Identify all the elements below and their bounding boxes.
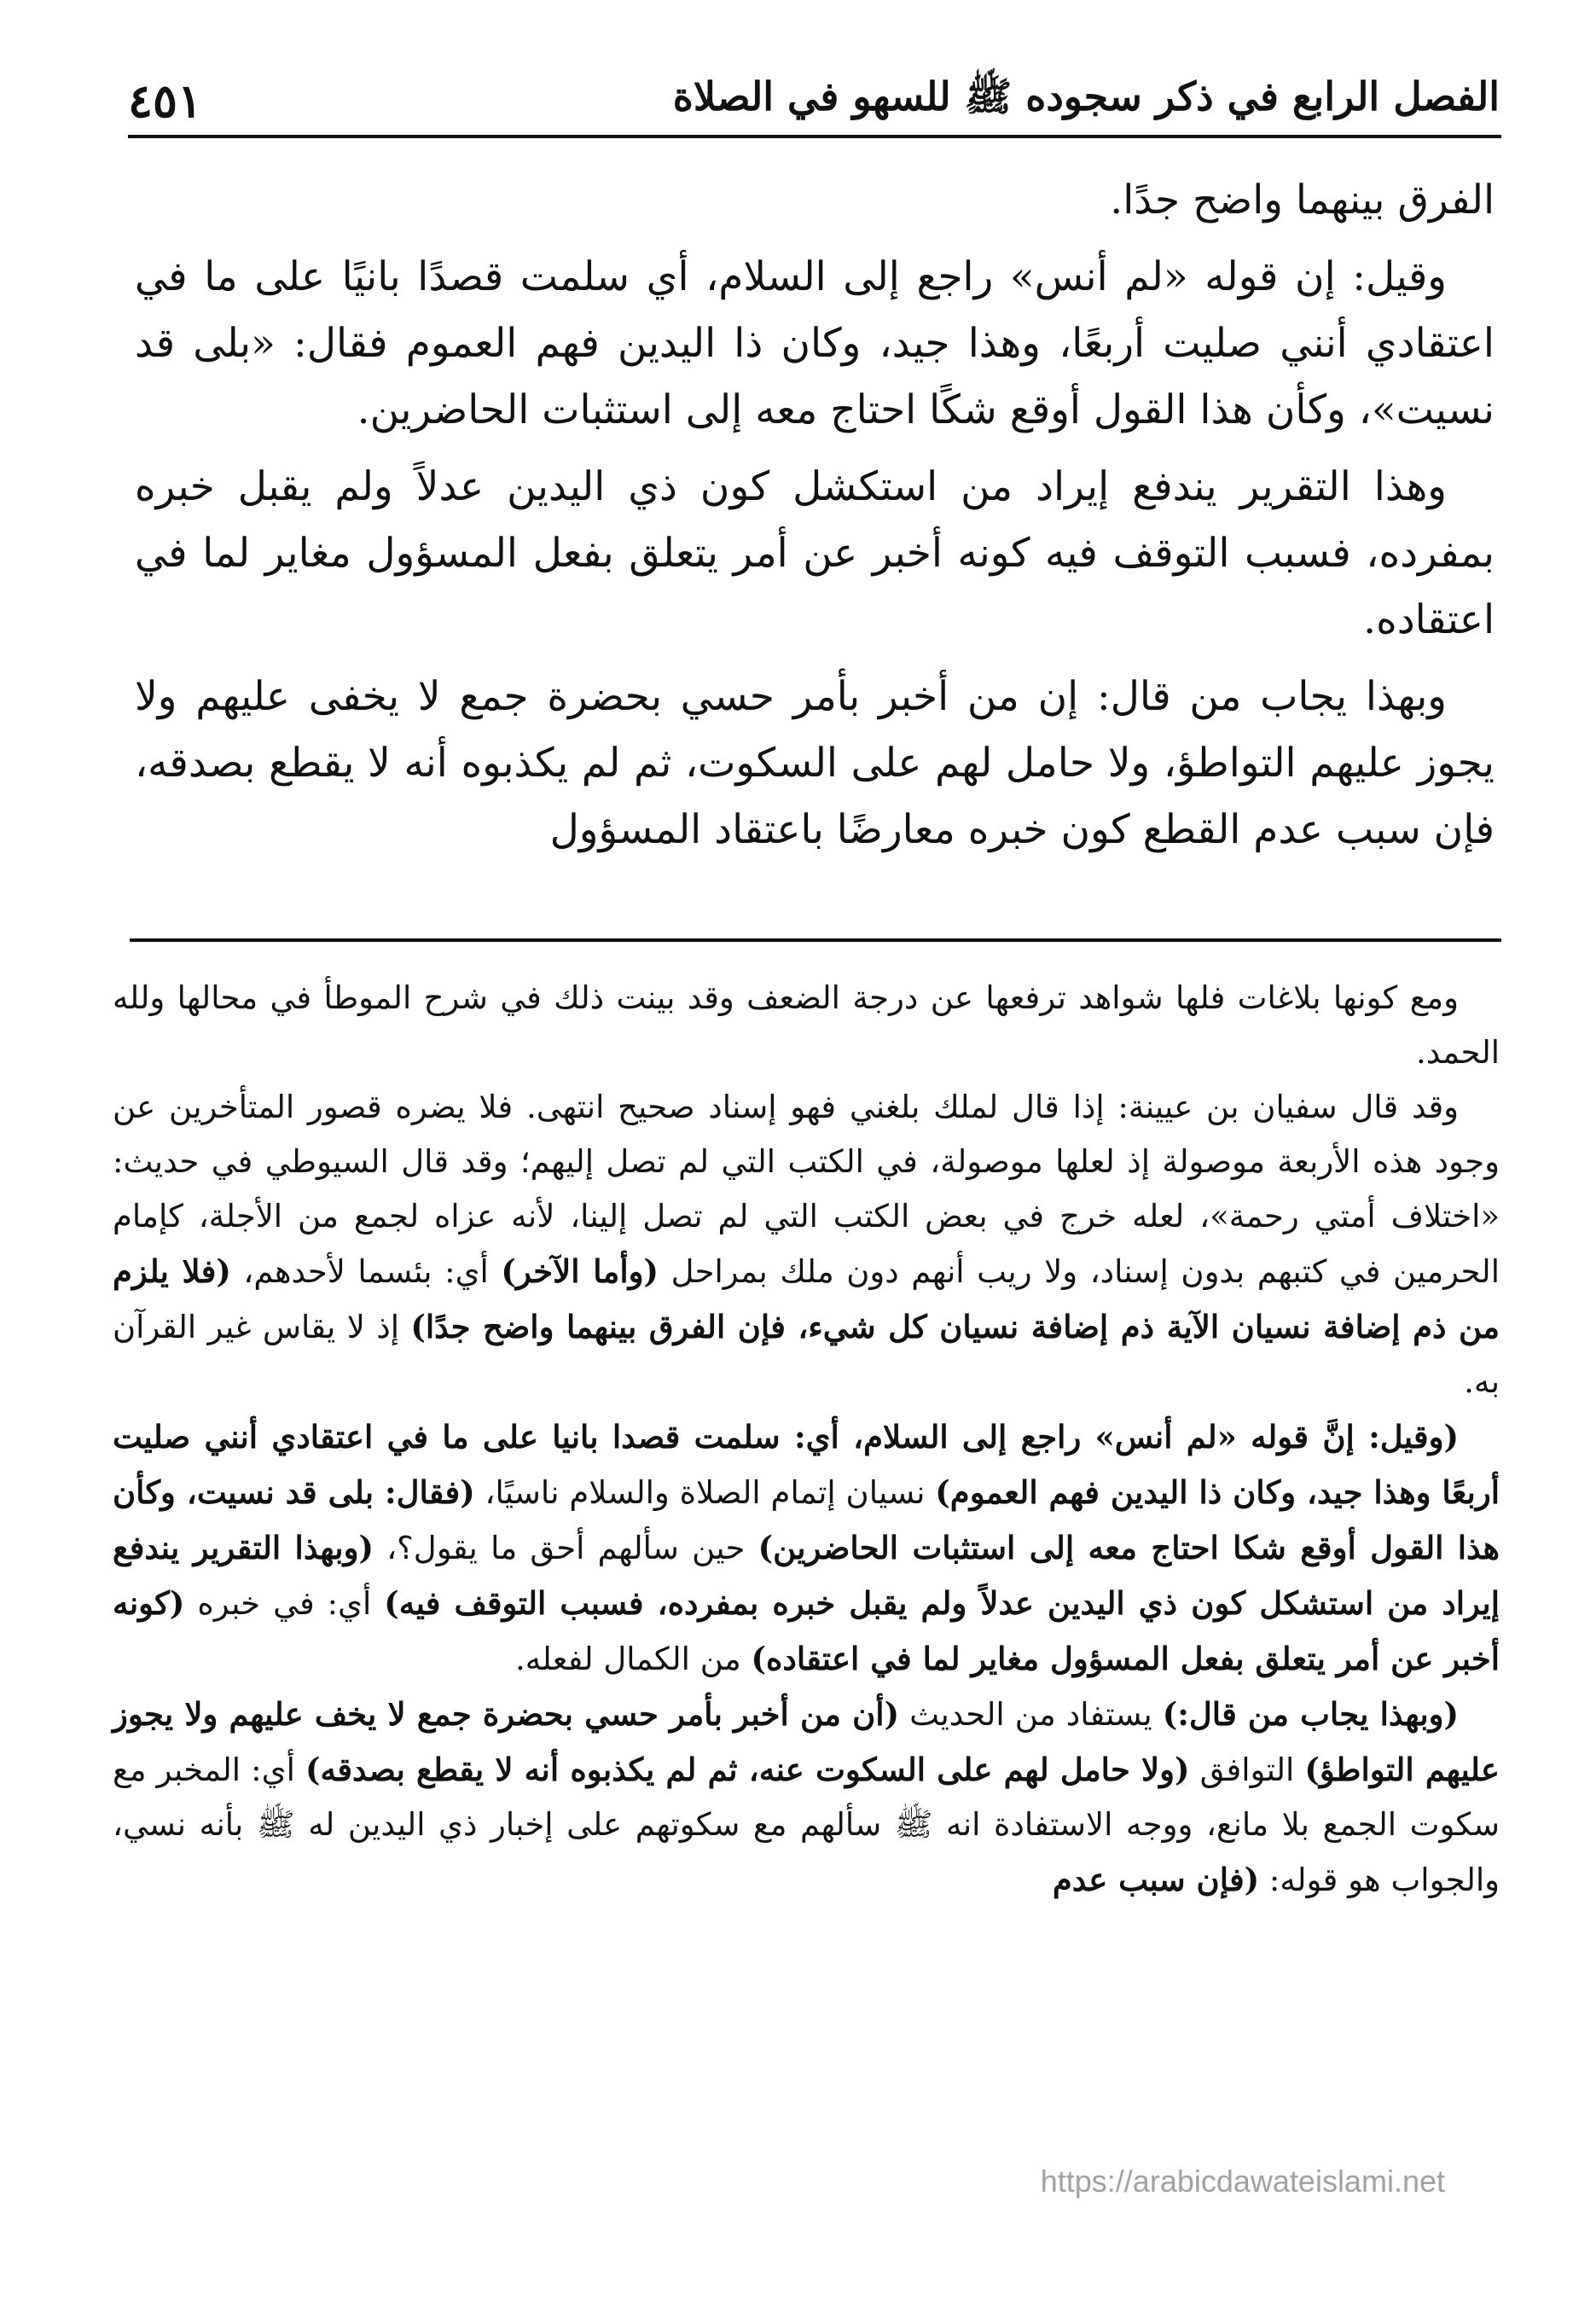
quoted-main-text: (كونه أخبر عن أمر يتعلق بفعل المسؤول مغاير لما في اعتقاده) xyxy=(113,1584,1500,1677)
quoted-main-text: (فلا يلزم من ذم إضافة نسيان الآية ذم إضافة نسيان كل شيء، فإن الفرق بينهما واضح جدًا) xyxy=(113,1252,1500,1345)
text-commentary-divider xyxy=(130,938,1501,942)
quoted-main-text: (أن من أخبر بأمر حسي بحضرة جمع لا يخف عليهم ولا يجوز عليهم التواطؤ) xyxy=(113,1695,1500,1788)
commentary-paragraph xyxy=(113,971,1500,1080)
quoted-main-text: (فإن سبب عدم xyxy=(1052,1861,1260,1898)
commentary-text-run: أي: بئسما لأحدهم، xyxy=(230,1253,502,1290)
commentary-paragraph xyxy=(113,1080,1500,1409)
commentary-text-run: نسيان إتمام الصلاة والسلام ناسيًا، xyxy=(474,1474,936,1511)
page-number: ٤٥١ xyxy=(128,73,203,128)
commentary-text xyxy=(113,971,1500,2199)
commentary-paragraph xyxy=(113,1687,1500,1908)
commentary-text-run: أي: في خبره xyxy=(184,1585,385,1622)
commentary-text-run: يستفاد من الحديث xyxy=(899,1696,1163,1733)
quoted-main-text: (وبهذا يجاب من قال:) xyxy=(1162,1695,1459,1733)
running-title: الفصل الرابع في ذكر سجوده ﷺ للسهو في الصلاة xyxy=(672,73,1500,119)
main-paragraph: وقيل: إن قوله «لم أنس» راجع إلى السلام، أي سلمت قصدًا بانيًا على ما في اعتقادي أنني صليت أربعًا، وهذا جيد، وكان ذا اليدين فهم العموم فقال: «بلى قد نسيت»، وكأن هذا القول أوقع شكًا احتاج معه إلى استثبات الحاضرين. xyxy=(135,253,1495,433)
commentary-text-run: وقد قال سفيان بن عيينة: إذا قال لملك بلغني فهو إسناد صحيح انتهى. فلا يضره قصور المتأخرين عن وجود هذه الأربعة موصولة إذ لعلها موصولة، في الكتب التي لم تصل إليهم؛ وقد قال السيوطي في حديث: «اختلاف أمتي رحمة»، لعله خرج في بعض الكتب التي لم تصل إلينا، لأنه عزاه لجمع من الأجلة، كإمام الحرمين في كتبهم بدون إسناد، ولا ريب أنهم دون ملك بمراحل xyxy=(113,1089,1500,1290)
commentary-text-run: حين سألهم أحق ما يقول؟، xyxy=(373,1530,758,1566)
quoted-main-text: (وأما الآخر) xyxy=(501,1252,659,1290)
commentary-text-run: من الكمال لفعله. xyxy=(514,1641,752,1677)
commentary-text-run: ومع كونها بلاغات فلها شواهد ترفعها عن درجة الضعف وقد بينت ذلك في شرح الموطأ في محالها ولله الحمد. xyxy=(113,979,1500,1071)
quoted-main-text: (ولا حامل لهم على السكوت عنه، ثم لم يكذبوه أنه لا يقطع بصدقه) xyxy=(305,1751,1190,1788)
watermark-url: https://arabicdawateislami.net xyxy=(1040,2164,1445,2199)
quoted-main-text: (وقيل: إنَّ قوله «لم أنس» راجع إلى السلام، أي: سلمت قصدا بانيا على ما في اعتقادي أنني صليت أربعًا وهذا جيد، وكان ذا اليدين فهم العموم) xyxy=(113,1418,1500,1511)
main-text xyxy=(135,167,1495,921)
main-paragraph: الفرق بينهما واضح جدًا. xyxy=(1110,177,1495,224)
quoted-main-text: (فقال: بلى قد نسيت، وكأن هذا القول أوقع شكا احتاج معه إلى استثبات الحاضرين) xyxy=(113,1473,1500,1566)
header-rule xyxy=(128,135,1501,138)
quoted-main-text: (وبهذا التقرير يندفع إيراد من استشكل كون ذي اليدين عدلاً ولم يقبل خبره بمفرده، فسبب التوقف فيه) xyxy=(113,1529,1500,1622)
commentary-text-run: إذ لا يقاس غير القرآن به. xyxy=(113,1309,1500,1400)
commentary-text-run: أي: المخبر مع سكوت الجمع بلا مانع، ووجه الاستفادة انه ﷺ سألهم مع سكوتهم على إخبار ذي اليدين له ﷺ بأنه نسي، والجواب هو قوله: xyxy=(113,1752,1500,1898)
main-paragraph: وهذا التقرير يندفع إيراد من استكشل كون ذي اليدين عدلاً ولم يقبل خبره بمفرده، فسبب التوقف فيه كونه أخبر عن أمر يتعلق بفعل المسؤول مغاير لما في اعتقاده. xyxy=(135,463,1495,643)
commentary-paragraph xyxy=(113,1409,1500,1687)
main-paragraph: وبهذا يجاب من قال: إن من أخبر بأمر حسي بحضرة جمع لا يخفى عليهم ولا يجوز عليهم التواطؤ، ولا حامل لهم على السكوت، ثم لم يكذبوه أنه لا يقطع بصدقه، فإن سبب عدم القطع كون خبره معارضًا باعتقاد المسؤول xyxy=(135,673,1495,853)
commentary-text-run: التوافق xyxy=(1189,1752,1305,1788)
